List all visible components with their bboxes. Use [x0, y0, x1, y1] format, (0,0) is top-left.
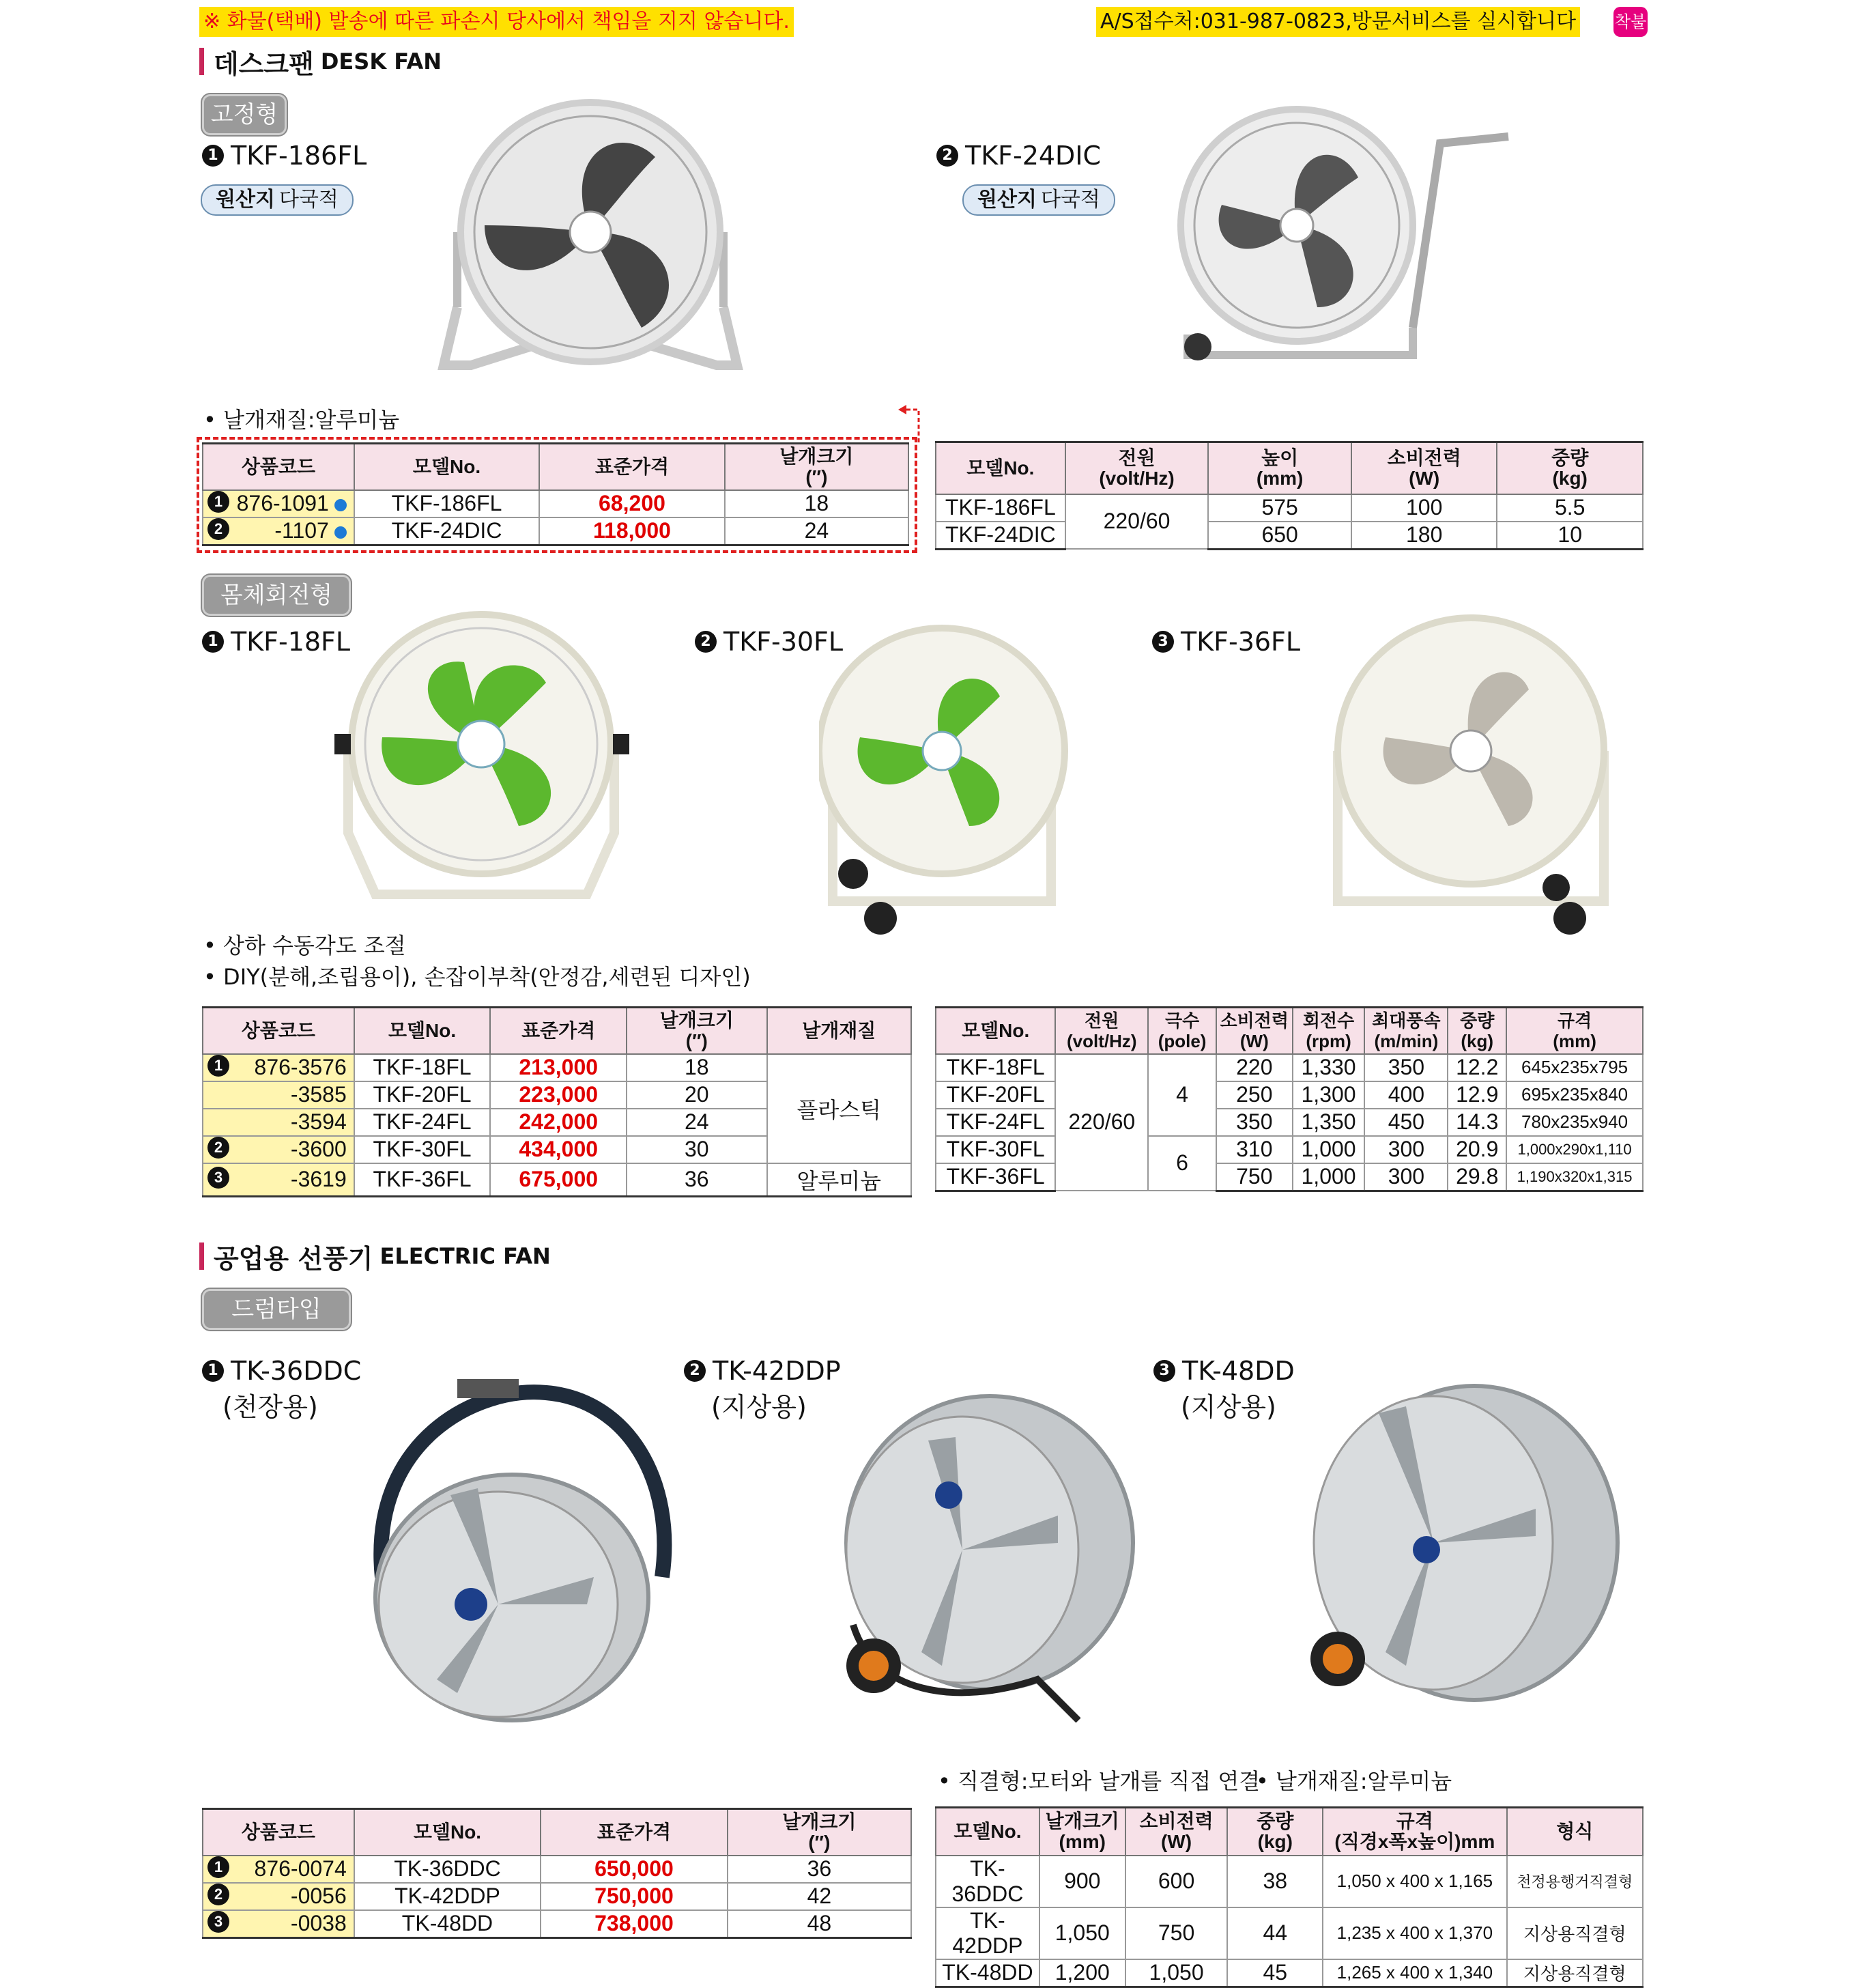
- col-header: 극수 (pole): [1148, 1008, 1216, 1054]
- col-header: 소비전력 (W): [1351, 442, 1497, 494]
- col-header: 회전수 (rpm): [1293, 1008, 1365, 1054]
- origin-label: 원산지: [216, 188, 275, 212]
- col-header: 모델No.: [354, 1809, 541, 1856]
- fan-tk-48dd-image: [1297, 1372, 1631, 1727]
- height-cell: 650: [1208, 522, 1351, 550]
- model-cell: TKF-20FL: [936, 1081, 1055, 1109]
- watt-cell: 250: [1216, 1081, 1293, 1109]
- table-row: [203, 1054, 911, 1081]
- weight-cell: 14.3: [1448, 1109, 1506, 1136]
- col-header: 날개크기 (″): [728, 1809, 911, 1856]
- table-row: [936, 522, 1643, 550]
- electric-fan-spec-table: [935, 1806, 1644, 1988]
- table-row: [936, 1959, 1643, 1987]
- col-header: 날개크기 (mm): [1039, 1808, 1125, 1856]
- origin-pill-2: [962, 184, 1115, 216]
- section-title-en: DESK FAN: [320, 48, 442, 74]
- weight-cell: 29.8: [1448, 1163, 1506, 1191]
- product-code-cell: 1 876-0074: [203, 1856, 354, 1883]
- fan-tkf-186fl-image: [430, 96, 751, 396]
- wind-cell: 300: [1364, 1136, 1448, 1163]
- tab-rotating-type: 몸체회전형: [202, 575, 351, 616]
- fan-tkf-24dic-image: [1167, 102, 1522, 403]
- product-code-cell: 1 876-1091: [203, 490, 354, 517]
- model-cell: TKF-24DIC: [936, 522, 1065, 550]
- wind-cell: 350: [1364, 1054, 1448, 1081]
- price-cell: 242,000: [490, 1109, 627, 1136]
- price-cell: 118,000: [539, 517, 724, 545]
- rpm-cell: 1,300: [1293, 1081, 1365, 1109]
- col-header: 날개재질: [767, 1008, 911, 1054]
- blade-cell: 42: [728, 1883, 911, 1910]
- section-title-ko: 데스크팬: [214, 48, 314, 79]
- table-row: [936, 1856, 1643, 1907]
- stock-dot-icon: [334, 526, 347, 539]
- fan-tkf-30fl-image: [819, 614, 1119, 942]
- watt-cell: 180: [1351, 522, 1497, 550]
- size-cell: 695x235x840: [1506, 1081, 1643, 1109]
- product-code-cell: 3 -0038: [203, 1910, 354, 1938]
- fan-tkf-18fl-image: [328, 608, 655, 908]
- type-cell: 지상용직결형: [1507, 1959, 1643, 1987]
- model-cell: TKF-186FL: [354, 490, 539, 517]
- product-model: TKF-24DIC: [965, 141, 1102, 171]
- wind-cell: 450: [1364, 1109, 1448, 1136]
- material-cell: 플라스틱: [767, 1054, 911, 1163]
- table-row: [936, 494, 1643, 522]
- model-cell: TKF-20FL: [354, 1081, 491, 1109]
- model-cell: TK-36DDC: [354, 1856, 541, 1883]
- shipping-warning-banner: ※ 화물(택배) 발송에 따른 파손시 당사에서 책임을 지지 않습니다.: [199, 7, 794, 37]
- col-header: 최대풍속 (m/min): [1364, 1008, 1448, 1054]
- price-cell: 68,200: [539, 490, 724, 517]
- desk-fan-price-table: [202, 442, 909, 546]
- power-cell: 220/60: [1055, 1054, 1148, 1191]
- col-header: 표준가격: [539, 444, 724, 490]
- rpm-cell: 1,000: [1293, 1163, 1365, 1191]
- fan-tk-42ddp-image: [833, 1379, 1153, 1734]
- col-header: 높이 (mm): [1208, 442, 1351, 494]
- product-code-cell: 2 -0056: [203, 1883, 354, 1910]
- rotating-spec-table: [935, 1006, 1644, 1192]
- as-contact-banner: A/S접수처:031-987-0823,방문서비스를 실시합니다: [1096, 7, 1580, 37]
- size-cell: 1,000x290x1,110: [1506, 1136, 1643, 1163]
- power-cell: 220/60: [1065, 494, 1209, 550]
- blade-cell: 36: [627, 1163, 766, 1197]
- model-cell: TK-42DDP: [354, 1883, 541, 1910]
- price-cell: 650,000: [541, 1856, 728, 1883]
- model-cell: TK-48DD: [936, 1959, 1039, 1987]
- section-title-ko: 공업용 선풍기: [214, 1243, 373, 1274]
- section-title-en: ELECTRIC FAN: [379, 1243, 551, 1269]
- product-model: TKF-18FL: [231, 627, 351, 657]
- blade-cell: 30: [627, 1136, 766, 1163]
- blade-material-note: • 날개재질:알루미늄: [203, 407, 400, 433]
- size-cell: 645x235x795: [1506, 1054, 1643, 1081]
- price-cell: 750,000: [541, 1883, 728, 1910]
- origin-value: 다국적: [278, 188, 339, 212]
- col-header: 중량 (kg): [1448, 1008, 1506, 1054]
- table-row: [203, 1910, 911, 1938]
- cod-badge: 착불: [1613, 7, 1648, 37]
- blade-cell: 24: [627, 1109, 766, 1136]
- table-row: [203, 1883, 911, 1910]
- product-label-tk-42ddp: [684, 1356, 841, 1386]
- fan-tk-36ddc-image: [341, 1372, 703, 1727]
- product-model: TKF-186FL: [231, 141, 367, 171]
- blade-cell: 900: [1039, 1856, 1125, 1907]
- product-code-cell: 3 -3619: [203, 1163, 354, 1197]
- type-cell: 지상용직결형: [1507, 1907, 1643, 1959]
- model-cell: TKF-186FL: [936, 494, 1065, 522]
- blade-cell: 1,200: [1039, 1959, 1125, 1987]
- product-label-tk-48dd: [1153, 1356, 1295, 1386]
- type-cell: 천정용행거직결형: [1507, 1856, 1643, 1907]
- number-badge: 2: [936, 145, 958, 167]
- col-header: 규격 (mm): [1506, 1008, 1643, 1054]
- rotating-price-table: [202, 1006, 912, 1197]
- usage-label: (지상용): [1181, 1392, 1276, 1422]
- product-code-cell: 2 -3600: [203, 1136, 354, 1163]
- col-header: 모델No.: [936, 1008, 1055, 1054]
- table-row: [936, 1907, 1643, 1959]
- tab-drum-type: 드럼타입: [202, 1289, 351, 1330]
- weight-cell: 10: [1497, 522, 1643, 550]
- product-model: TK-48DD: [1182, 1356, 1295, 1386]
- col-header: 규격 (직경x폭x높이)mm: [1323, 1808, 1506, 1856]
- table-row: [936, 1163, 1643, 1191]
- origin-label: 원산지: [977, 188, 1037, 212]
- watt-cell: 350: [1216, 1109, 1293, 1136]
- number-badge: 1: [202, 1360, 224, 1382]
- col-header: 모델No.: [936, 1808, 1039, 1856]
- size-cell: 1,190x320x1,315: [1506, 1163, 1643, 1191]
- product-model: TK-42DDP: [713, 1356, 841, 1386]
- product-model: TKF-36FL: [1181, 627, 1301, 657]
- model-cell: TKF-30FL: [354, 1136, 491, 1163]
- col-header: 상품코드: [203, 444, 354, 490]
- electric-fan-section-title: [199, 1240, 551, 1273]
- direct-drive-note: • 직결형:모터와 날개를 직접 연결: [938, 1768, 1261, 1794]
- number-badge: 3: [1152, 631, 1174, 653]
- blade-cell: 48: [728, 1910, 911, 1938]
- usage-label: (천장용): [223, 1392, 318, 1422]
- model-cell: TKF-24FL: [354, 1109, 491, 1136]
- col-header: 상품코드: [203, 1809, 354, 1856]
- product-label-tkf-36fl: [1152, 627, 1300, 657]
- section-accent-bar: [199, 48, 204, 75]
- product-model: TKF-30FL: [723, 627, 844, 657]
- weight-cell: 44: [1227, 1907, 1323, 1959]
- price-cell: 223,000: [490, 1081, 627, 1109]
- size-cell: 1,235 x 400 x 1,370: [1323, 1907, 1506, 1959]
- model-cell: TKF-36FL: [936, 1163, 1055, 1191]
- number-badge: 1: [202, 145, 224, 167]
- desk-fan-section-title: [199, 45, 442, 78]
- model-cell: TKF-30FL: [936, 1136, 1055, 1163]
- watt-cell: 750: [1125, 1907, 1228, 1959]
- model-cell: TK-36DDC: [936, 1856, 1039, 1907]
- table-row: [936, 1109, 1643, 1136]
- number-badge: 2: [684, 1360, 706, 1382]
- product-model: TK-36DDC: [231, 1356, 362, 1386]
- watt-cell: 600: [1125, 1856, 1228, 1907]
- watt-cell: 100: [1351, 494, 1497, 522]
- blade-cell: 18: [627, 1054, 766, 1081]
- pole-cell: 6: [1148, 1136, 1216, 1191]
- section-accent-bar: [199, 1242, 204, 1270]
- blade-cell: 18: [725, 490, 908, 517]
- model-cell: TKF-24FL: [936, 1109, 1055, 1136]
- size-cell: 1,050 x 400 x 1,165: [1323, 1856, 1506, 1907]
- watt-cell: 750: [1216, 1163, 1293, 1191]
- col-header: 모델No.: [936, 442, 1065, 494]
- weight-cell: 20.9: [1448, 1136, 1506, 1163]
- wind-cell: 300: [1364, 1163, 1448, 1191]
- arrow-pointer-icon: [898, 401, 921, 442]
- col-header: 중량 (kg): [1227, 1808, 1323, 1856]
- col-header: 상품코드: [203, 1008, 354, 1054]
- stock-dot-icon: [334, 499, 347, 511]
- product-code-cell: 1 876-3576: [203, 1054, 354, 1081]
- origin-value: 다국적: [1040, 188, 1100, 212]
- weight-cell: 5.5: [1497, 494, 1643, 522]
- col-header: 중량 (kg): [1497, 442, 1643, 494]
- watt-cell: 220: [1216, 1054, 1293, 1081]
- number-badge: 2: [695, 631, 717, 653]
- weight-cell: 45: [1227, 1959, 1323, 1987]
- table-row: [936, 1054, 1643, 1081]
- model-cell: TKF-36FL: [354, 1163, 491, 1197]
- diy-note: • DIY(분해,조립용이), 손잡이부착(안정감,세련된 디자인): [203, 964, 751, 990]
- rpm-cell: 1,330: [1293, 1054, 1365, 1081]
- col-header: 모델No.: [354, 1008, 491, 1054]
- col-header: 날개크기 (″): [627, 1008, 766, 1054]
- weight-cell: 38: [1227, 1856, 1323, 1907]
- model-cell: TK-48DD: [354, 1910, 541, 1938]
- weight-cell: 12.9: [1448, 1081, 1506, 1109]
- price-cell: 675,000: [490, 1163, 627, 1197]
- fan-tkf-36fl-image: [1317, 614, 1638, 942]
- product-code-cell: -3594: [203, 1109, 354, 1136]
- desk-fan-spec-table: [935, 441, 1644, 550]
- table-row: [936, 1081, 1643, 1109]
- model-cell: TKF-24DIC: [354, 517, 539, 545]
- usage-label: (지상용): [711, 1392, 807, 1422]
- blade-cell: 1,050: [1039, 1907, 1125, 1959]
- model-cell: TKF-18FL: [354, 1054, 491, 1081]
- model-cell: TKF-18FL: [936, 1054, 1055, 1081]
- col-header: 표준가격: [541, 1809, 728, 1856]
- col-header: 소비전력 (W): [1125, 1808, 1228, 1856]
- blade-cell: 36: [728, 1856, 911, 1883]
- product-code-cell: -3585: [203, 1081, 354, 1109]
- height-cell: 575: [1208, 494, 1351, 522]
- number-badge: 3: [1153, 1360, 1175, 1382]
- number-badge: 1: [202, 631, 224, 653]
- col-header: 형식: [1507, 1808, 1643, 1856]
- price-cell: 738,000: [541, 1910, 728, 1938]
- watt-cell: 310: [1216, 1136, 1293, 1163]
- table-row: [203, 490, 908, 517]
- blade-cell: 20: [627, 1081, 766, 1109]
- angle-note: • 상하 수동각도 조절: [203, 933, 406, 958]
- electric-fan-price-table: [202, 1808, 912, 1939]
- col-header: 전원 (volt/Hz): [1065, 442, 1209, 494]
- col-header: 날개크기 (″): [725, 444, 908, 490]
- wind-cell: 400: [1364, 1081, 1448, 1109]
- pole-cell: 4: [1148, 1054, 1216, 1136]
- size-cell: 1,265 x 400 x 1,340: [1323, 1959, 1506, 1987]
- col-header: 소비전력 (W): [1216, 1008, 1293, 1054]
- rpm-cell: 1,000: [1293, 1136, 1365, 1163]
- blade-material-note: • 날개재질:알루미늄: [1256, 1768, 1452, 1794]
- model-cell: TK-42DDP: [936, 1907, 1039, 1959]
- rpm-cell: 1,350: [1293, 1109, 1365, 1136]
- tab-fixed-type: 고정형: [202, 94, 287, 135]
- table-row: [203, 1856, 911, 1883]
- material-cell: 알루미늄: [767, 1163, 911, 1197]
- product-label-tkf-186fl: [202, 141, 367, 171]
- table-row: [203, 1163, 911, 1197]
- col-header: 모델No.: [354, 444, 539, 490]
- col-header: 표준가격: [490, 1008, 627, 1054]
- product-label-tk-36ddc: [202, 1356, 361, 1386]
- table-row: [203, 517, 908, 545]
- blade-cell: 24: [725, 517, 908, 545]
- col-header: 전원 (volt/Hz): [1055, 1008, 1148, 1054]
- watt-cell: 1,050: [1125, 1959, 1228, 1987]
- product-code-cell: 2 -1107: [203, 517, 354, 545]
- price-cell: 213,000: [490, 1054, 627, 1081]
- weight-cell: 12.2: [1448, 1054, 1506, 1081]
- price-cell: 434,000: [490, 1136, 627, 1163]
- table-row: [936, 1136, 1643, 1163]
- size-cell: 780x235x940: [1506, 1109, 1643, 1136]
- product-label-tkf-24dic: [936, 141, 1101, 171]
- origin-pill-1: [201, 184, 354, 216]
